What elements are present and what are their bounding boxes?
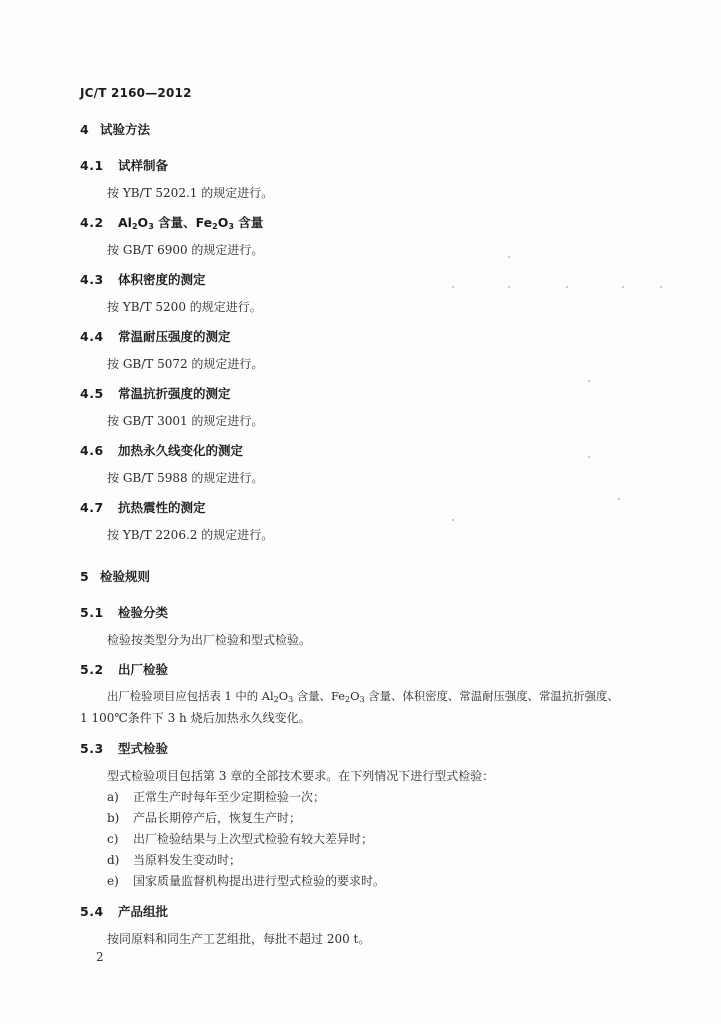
clause-4-3-heading: 4.3 体积密度的测定 bbox=[80, 272, 206, 287]
clause-4-7-heading: 4.7 抗热震性的测定 bbox=[80, 500, 206, 515]
section-title: 试验方法 bbox=[100, 122, 151, 137]
clause-4-6-body: 按 GB/T 5988 的规定进行。 bbox=[107, 471, 264, 485]
list-item: c) 出厂检验结果与上次型式检验有较大差异时； bbox=[107, 832, 374, 846]
scan-speck bbox=[660, 286, 662, 288]
section-number: 4 bbox=[80, 122, 89, 137]
clause-5-2-heading: 5.2 出厂检验 bbox=[80, 662, 169, 677]
clause-4-4-body: 按 GB/T 5072 的规定进行。 bbox=[107, 357, 264, 371]
clause-4-6-heading: 4.6 加热永久线变化的测定 bbox=[80, 443, 244, 458]
page-number: 2 bbox=[96, 950, 104, 964]
clause-4-5-body: 按 GB/T 3001 的规定进行。 bbox=[107, 414, 264, 428]
clause-5-4-heading: 5.4 产品组批 bbox=[80, 904, 169, 919]
scan-speck bbox=[618, 498, 620, 500]
list-item: e) 国家质量监督机构提出进行型式检验的要求时。 bbox=[107, 874, 386, 888]
clause-4-5-heading: 4.5 常温抗折强度的测定 bbox=[80, 386, 231, 401]
list-item: b) 产品长期停产后，恢复生产时； bbox=[107, 811, 302, 825]
clause-5-2-body-line1: 出厂检验项目应包括表 1 中的 $Al_2O_3$ 含量、$Fe_2O_3$ 含量、体积密度、常温耐压强度、常温抗折强度、 bbox=[107, 689, 619, 704]
clause-5-4-body: 按同原料和同生产工艺组批，每批不超过 200 t。 bbox=[107, 932, 371, 946]
section-4-heading bbox=[80, 120, 150, 138]
scan-speck bbox=[566, 286, 568, 288]
clause-5-1-heading: 5.1 检验分类 bbox=[80, 605, 169, 620]
clause-4-4-heading: 4.4 常温耐压强度的测定 bbox=[80, 329, 231, 344]
clause-4-7-body: 按 YB/T 2206.2 的规定进行。 bbox=[107, 528, 274, 542]
scan-speck bbox=[452, 519, 454, 521]
scan-speck bbox=[588, 456, 590, 458]
clause-4-3-body: 按 YB/T 5200 的规定进行。 bbox=[107, 300, 262, 314]
clause-4-2-body: 按 GB/T 6900 的规定进行。 bbox=[107, 243, 264, 257]
clause-4-2-heading: 4.2 $Al_2O_3$ 含量、$Fe_2O_3$ 含量 bbox=[80, 215, 264, 231]
scan-speck bbox=[588, 380, 590, 382]
scan-speck bbox=[508, 256, 510, 258]
scan-speck bbox=[452, 286, 454, 288]
section-number: 5 bbox=[80, 569, 89, 584]
clause-5-1-body: 检验按类型分为出厂检验和型式检验。 bbox=[107, 633, 312, 647]
clause-4-1-heading: 4.1 试样制备 bbox=[80, 158, 169, 173]
list-item: d) 当原料发生变动时； bbox=[107, 853, 242, 867]
scan-speck bbox=[622, 286, 624, 288]
list-item: a) 正常生产时每年至少定期检验一次； bbox=[107, 790, 326, 804]
clause-5-3-heading: 5.3 型式检验 bbox=[80, 741, 169, 756]
standard-code: JC/T 2160—2012 bbox=[80, 86, 192, 100]
clause-5-3-intro: 型式检验项目包括第 3 章的全部技术要求。在下列情况下进行型式检验： bbox=[107, 769, 495, 783]
clause-4-1-body: 按 YB/T 5202.1 的规定进行。 bbox=[107, 186, 274, 200]
section-title: 检验规则 bbox=[100, 569, 151, 584]
clause-5-2-body-line2: 1 100℃条件下 3 h 烧后加热永久线变化。 bbox=[80, 711, 311, 725]
scan-speck bbox=[508, 286, 510, 288]
section-5-heading bbox=[80, 567, 150, 585]
